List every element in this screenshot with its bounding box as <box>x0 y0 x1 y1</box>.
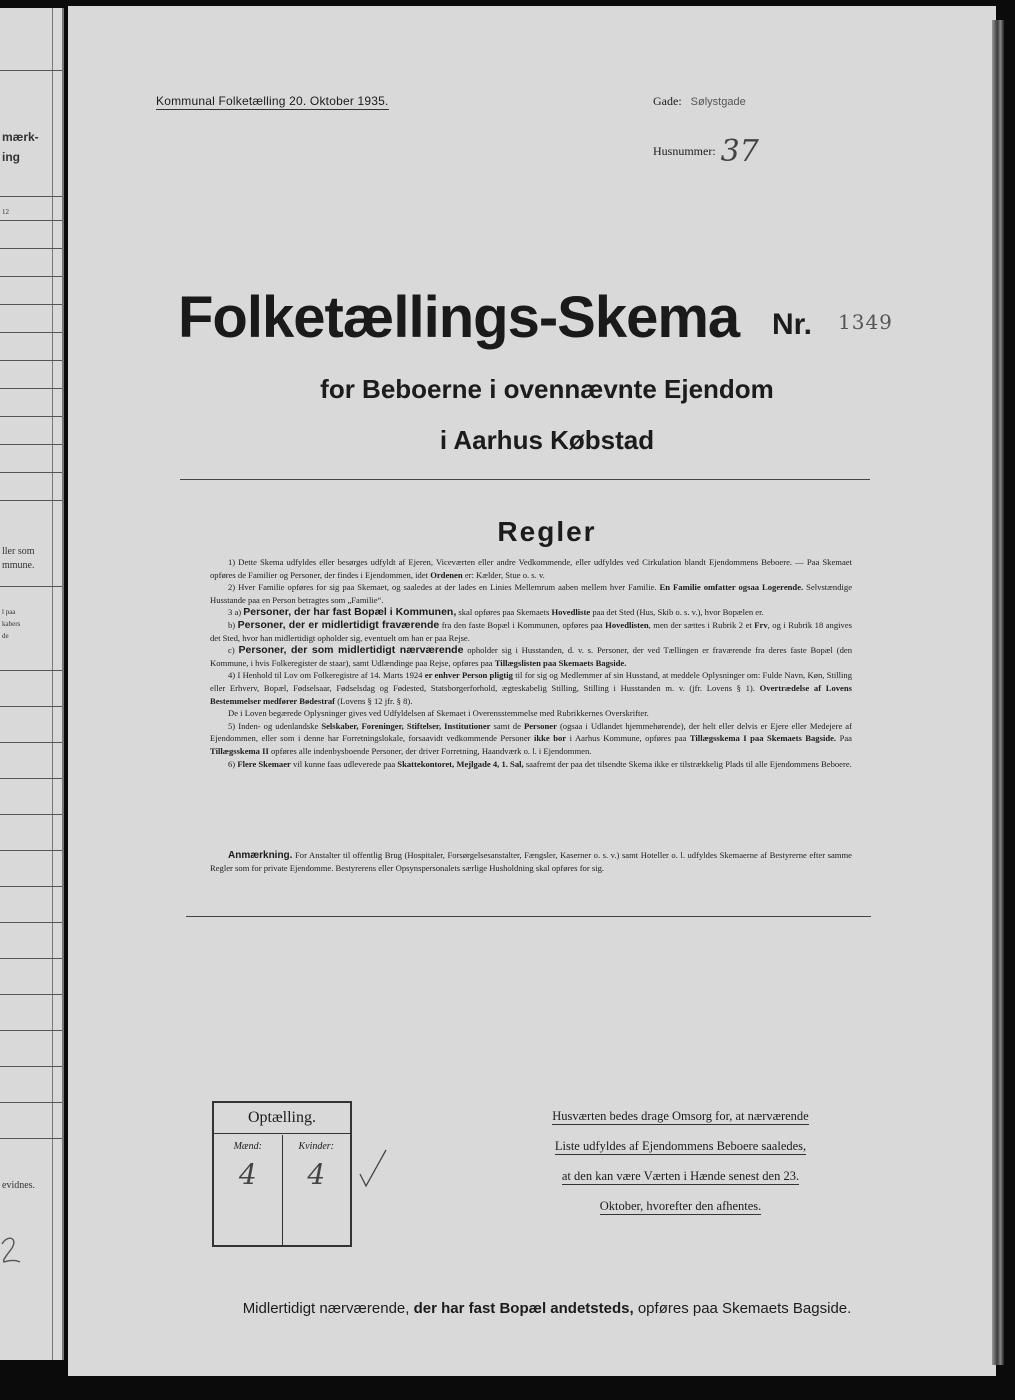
rule-6: 6) Flere Skemaer vil kunne faas udleverede paa Skattekontoret, Mejlgade 4, 1. Sal, saafremt der paa det tilsendte Skema ikke er tilstrækkelig Plads til alle Ejendommens Beboere. <box>228 758 852 769</box>
notice-line: Husværten bedes drage Omsorg for, at nærværende <box>552 1109 809 1123</box>
left-page-rule <box>0 444 62 445</box>
left-page-text: l paa <box>2 608 16 616</box>
left-page-rule <box>0 276 62 277</box>
tally-men-value: 4 <box>238 1158 257 1191</box>
rule-2: 2) Hver Familie opføres for sig paa Skemaet, og saaledes at der lades en Linies Mellemrum aaben mellem hver Familie. En Familie omfatter ogsaa Logerende. Selvstændige Husstande paa en Person betragtes som „Familie“. <box>210 582 853 605</box>
left-page-text: de <box>2 632 9 640</box>
notice-line: Liste udfyldes af Ejendommens Beboere saaledes, <box>554 1139 807 1153</box>
rules-text <box>210 556 852 770</box>
left-page-column-rule <box>52 8 53 1360</box>
left-page-text: 12 <box>2 208 9 216</box>
form-subtitle: for Beboerne i ovennævnte Ejendom <box>320 374 774 404</box>
left-page-rule <box>0 304 62 305</box>
left-page-rule <box>0 1066 62 1067</box>
left-page-text: kabers <box>2 620 21 628</box>
rule-4: 4) I Henhold til Lov om Folkeregistre af 14. Marts 1924 er enhver Person pligtig til for sig og Medlemmer af sin Husstand, at meddele Oplysninger om: Fulde Navn, Køn, Stilling eller Erhverv, Bopæl, Fødselsaar, Fødselsdag og Fødested, Statsborgerforhold, ægteskabelig Stilling, Stilling i Husstanden m. v. (jfr. Lovens § 1). Overtrædelse af Lovens Bestemmelser medfører Bødestraf (Lovens § 12 jfr. § 8). <box>210 670 852 706</box>
annotation-text: For Anstalter til offentlig Brug (Hospitaler, Forsørgelsesanstalter, Fængsler, Kaserner o. s. v.) samt Hoteller o. l. udfyldes Skemaerne af Bestyrerne efter samme Regler som for private Ejendomme. Bestyrerens eller Opsynspersonalets særlige Husholdning skal opføres for sig. <box>210 850 852 873</box>
page-edge <box>992 20 1004 1365</box>
left-page-rule <box>0 850 62 851</box>
footer-note: Midlertidigt nærværende, der har fast Bopæl andetsteds, opføres paa Skemaets Bagside. <box>242 1300 852 1317</box>
rule-5: 5) Inden- og udenlandske Selskaber, Foreninger, Stiftelser, Institutioner samt de Personer (ogsaa i Udlandet hjemmehørende), der helt eller delvis er Ejere eller Medejere af Ejendommen, eller som i denne har Forretningslokale, forsaavidt vedkommende Personer ikke bor i Aarhus Kommune, opføres paa Tillægsskema I paa Skemaets Bagside. Paa Tillægsskema II opføres alle indenbysboende Personer, der driver Forretning, Haandværk o. l. i Ejendommen. <box>210 720 852 756</box>
left-page-rule <box>0 248 62 249</box>
rule-3c: c) Personer, der som midlertidigt nærværende opholder sig i Husstanden, d. v. s. Personer, der ved Tællingen er fraværende fra deres faste Bopæl (den Kommune, i hvis Folkeregister de staar), samt Udlændinge paa Rejse, opføres paa Tillægslisten paa Skemaets Bagside. <box>210 644 853 668</box>
left-page-rule <box>0 1102 62 1103</box>
left-page-rule <box>0 1030 62 1031</box>
tally-box <box>212 1101 352 1247</box>
checkmark-icon <box>356 1146 390 1190</box>
left-page-rule <box>0 332 62 333</box>
left-page-rule <box>0 70 62 71</box>
tally-men-label: Mænd: <box>233 1141 262 1152</box>
street-label: Gade: <box>653 94 682 108</box>
left-page-rule <box>0 742 62 743</box>
rule-3b: b) Personer, der er midlertidigt fraværende fra den faste Bopæl i Kommunen, opføres paa Hovedlisten, men der sættes i Rubrik 2 et Frv, og i Rubrik 18 angives det Sted, hvor han midlertidigt opholder sig, eventuelt om han er paa Rejse. <box>210 618 852 643</box>
rule-1: 1) Dette Skema udfyldes eller besørges udfyldt af Ejeren, Viceværten eller andre Vedkommende, eller udfyldes ved Cirkulation blandt Ejendommens Beboere. — Paa Skemaet opføres de Familier og Personer, der findes i Ejendommen, idet Ordenen er: Kælder, Stue o. s. v. <box>210 557 852 580</box>
rule-4b: De i Loven begærede Oplysninger gives ved Udfyldelsen af Skemaet i Overensstemmelse med Rubrikkernes Overskrifter. <box>228 708 649 719</box>
form-title: Folketællings-Skema <box>178 285 740 350</box>
left-page-rule <box>0 958 62 959</box>
left-page-rule <box>0 416 62 417</box>
left-page-rule <box>0 388 62 389</box>
landlord-notice <box>508 1104 853 1224</box>
left-page-text: evidnes. <box>2 1180 36 1191</box>
left-page-rule <box>0 778 62 779</box>
tally-women-column <box>282 1135 351 1245</box>
notice-line: at den kan være Værten i Hænde senest den 23. <box>561 1169 800 1183</box>
house-number-value: 37 <box>720 134 759 169</box>
left-page-rule <box>0 586 62 587</box>
tally-women-value: 4 <box>307 1158 326 1191</box>
left-page-rule <box>0 814 62 815</box>
street-value: Sølystgade <box>690 96 746 108</box>
form-number-label: Nr. <box>772 308 813 341</box>
left-page-rule <box>0 500 62 501</box>
left-page-rule <box>0 922 62 923</box>
street-field <box>653 94 746 109</box>
left-page-rule <box>0 1138 62 1139</box>
left-page-fragment <box>0 8 64 1360</box>
left-page-rule <box>0 706 62 707</box>
left-page-text: mmune. <box>2 560 35 571</box>
left-page-rule <box>0 886 62 887</box>
left-page-rule <box>0 360 62 361</box>
left-page-text: ing <box>2 150 20 164</box>
divider <box>186 916 871 917</box>
left-page-handwriting <box>0 1234 22 1264</box>
left-page-rule <box>0 670 62 671</box>
left-page-text: ller som <box>2 546 35 557</box>
left-page-rule <box>0 994 62 995</box>
census-header: Kommunal Folketælling 20. Oktober 1935. <box>156 94 389 108</box>
tally-women-label: Kvinder: <box>298 1141 335 1152</box>
annotation-note <box>210 849 852 875</box>
tally-men-column <box>214 1135 282 1245</box>
house-number-label: Husnummer: <box>653 144 716 158</box>
left-page-text: mærk- <box>2 130 39 144</box>
left-page-rule <box>0 220 62 221</box>
form-number-value: 1349 <box>838 310 893 334</box>
left-page-rule <box>0 196 62 197</box>
form-subtitle-city: i Aarhus Købstad <box>439 425 655 455</box>
house-number-field <box>653 134 759 169</box>
rule-3a: 3 a) Personer, der har fast Bopæl i Kommunen, skal opføres paa Skemaets Hovedliste paa det Sted (Hus, Skib o. s. v.), hvor Bopælen er. <box>228 606 764 619</box>
notice-line: Oktober, hvorefter den afhentes. <box>599 1199 762 1213</box>
census-form-page <box>68 6 996 1376</box>
divider <box>180 479 870 480</box>
rules-heading: Regler <box>497 516 597 547</box>
tally-heading: Optælling. <box>214 1103 350 1134</box>
left-page-rule <box>0 472 62 473</box>
annotation-lead: Anmærkning. <box>228 850 293 861</box>
